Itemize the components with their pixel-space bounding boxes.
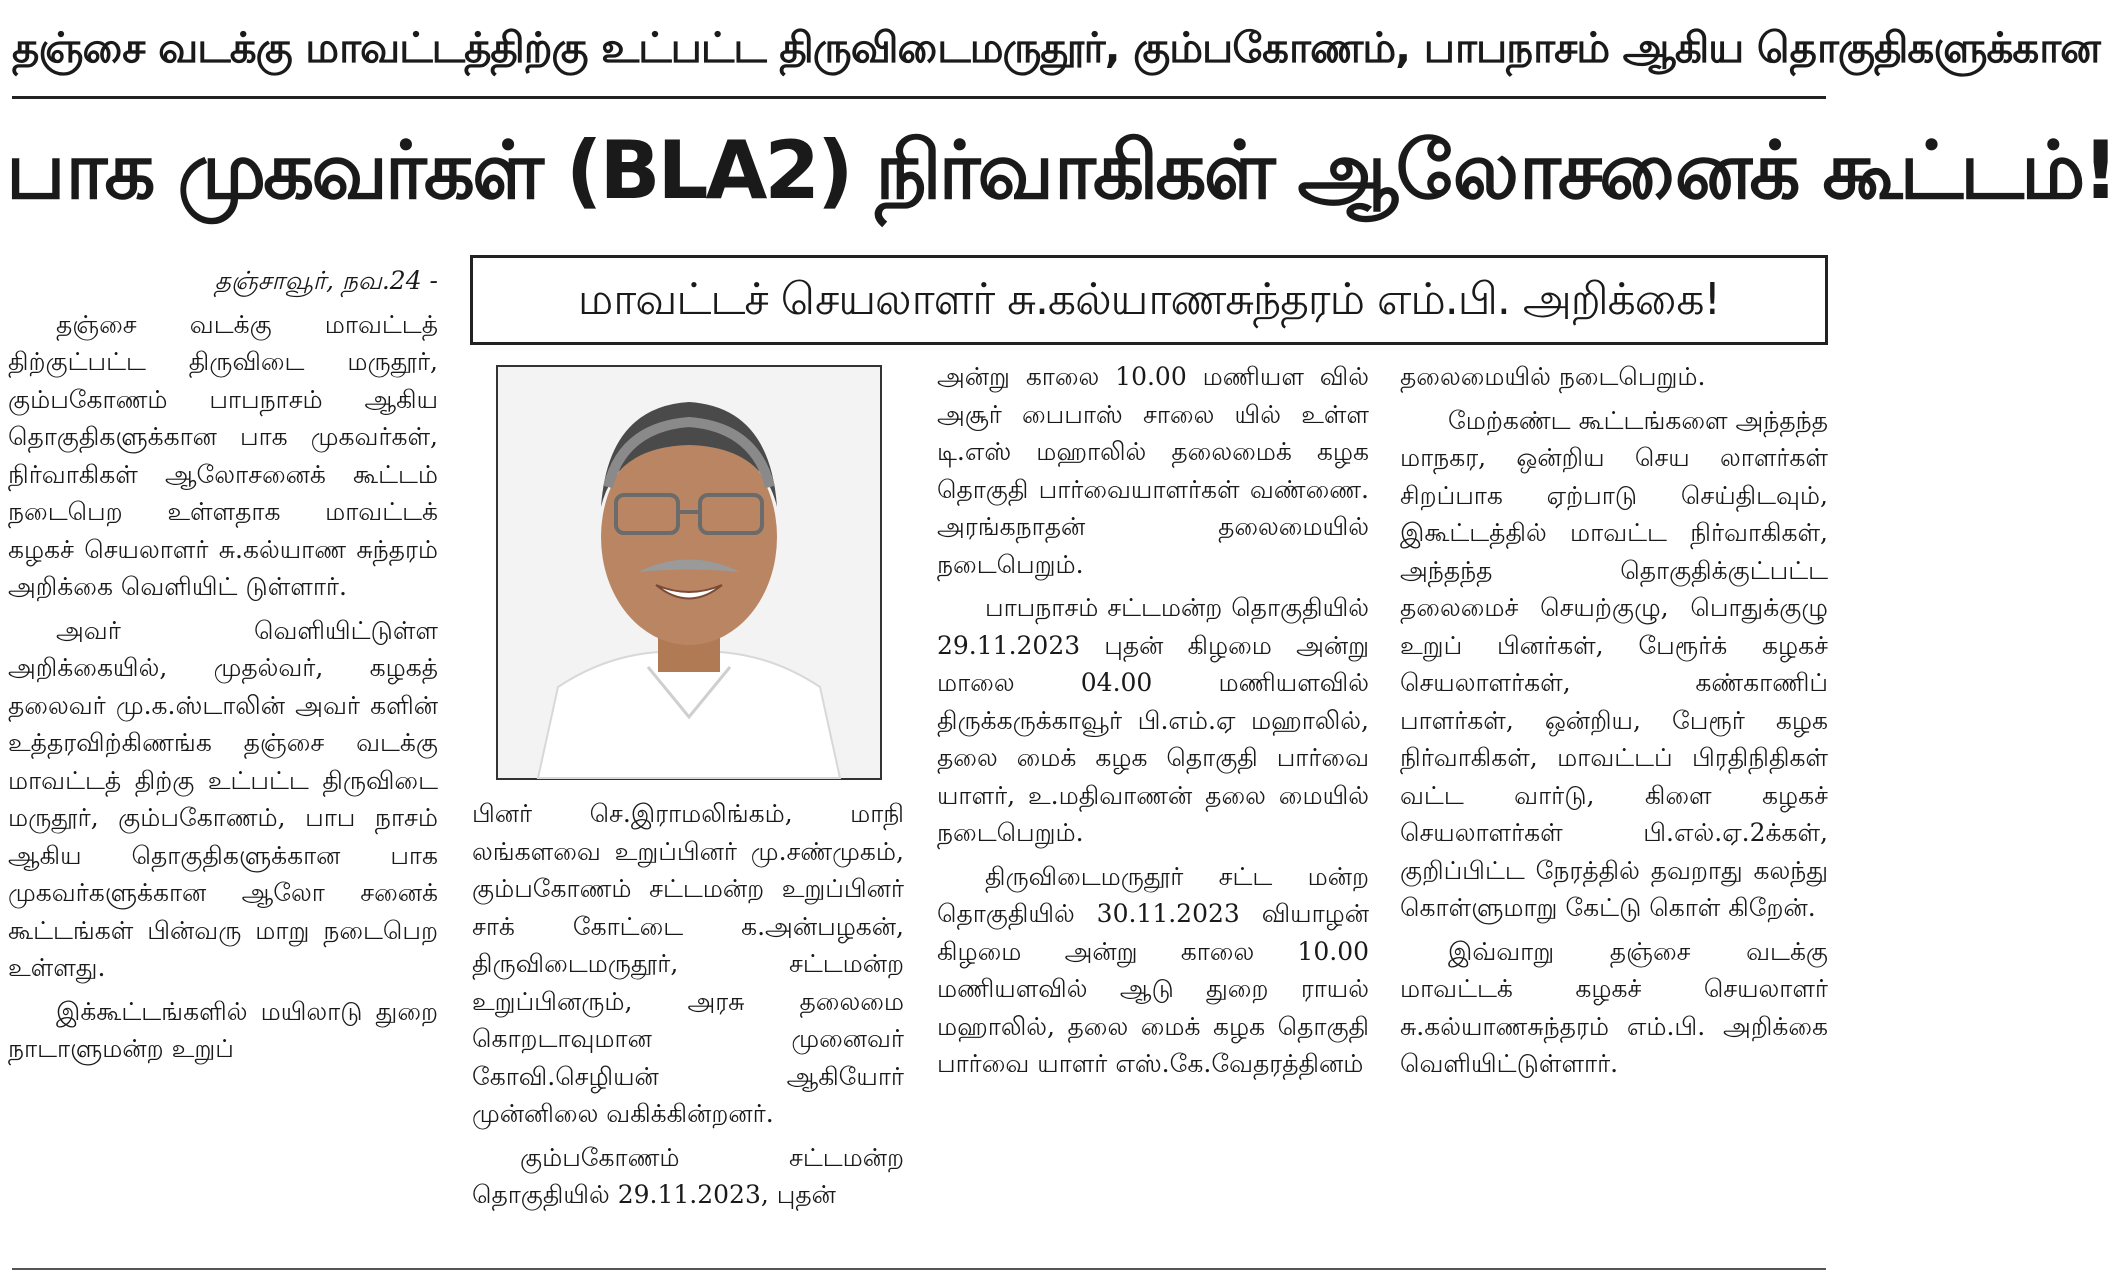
top-divider — [12, 96, 1826, 99]
paragraph: திருவிடைமருதூர் சட்ட மன்ற தொகுதியில் 30.11.2023 வியாழன் கிழமை அன்று காலை 10.00 மணியளவில் ஆடு துறை ராயல் மஹாலில், தலை மைக் கழக தொகுதி பார்வை யாளர் எஸ்.கே.வேதரத்தினம் — [937, 861, 1369, 1078]
dateline: தஞ்சாவூர், நவ.24 - — [214, 266, 438, 295]
portrait-illustration — [498, 367, 880, 778]
paragraph: மேற்கண்ட கூட்டங்களை அந்தந்த மாநகர, ஒன்றிய செய லாளர்கள் சிறப்பாக ஏற்பாடு செய்திடவும், இகூட்டத்தில் மாவட்ட நிர்வாகிகள், அந்தந்த தொகுதிக்குட்பட்ட தலைமைச் செயற்குழு, பொதுக்குழு உறுப் பினர்கள், பேரூர்க் கழகச் செயலாளர்கள், கண்காணிப் பாளர்கள், ஒன்றிய, பேரூர் கழக நிர்வாகிகள், மாவட்டப் பிரதிநிதிகள் வட்ட வார்டு, கிளை கழகச் செயலாளர்கள் பி.எல்.ஏ.2க்கள், குறிப்பிட்ட நேரத்தில் தவறாது கலந்து கொள்ளுமாறு கேட்டு கொள் கிறேன். — [1400, 405, 1828, 922]
subtitle-box — [470, 255, 1828, 345]
paragraph: தலைமையில் நடைபெறும். — [1400, 362, 1706, 391]
article-column-3 — [937, 358, 1369, 1083]
paragraph: இக்கூட்டங்களில் மயிலாடு துறை நாடாளுமன்ற உறுப் — [8, 996, 438, 1063]
paragraph: அன்று காலை 10.00 மணியள வில் அசூர் பைபாஸ் சாலை யில் உள்ள டி.எஸ் மஹாலில் தலைமைக் கழக தொகுதி பார்வையாளர்கள் வண்ணை. அரங்கநாதன் தலைமையில் நடைபெறும். — [937, 362, 1369, 579]
article-column-4 — [1400, 358, 1828, 1083]
subtitle: மாவட்டச் செயலாளர் சு.கல்யாணசுந்தரம் எம்.பி. அறிக்கை! — [577, 274, 1721, 325]
paragraph: பாபநாசம் சட்டமன்ற தொகுதியில் 29.11.2023 புதன் கிழமை அன்று மாலை 04.00 மணியளவில் திருக்கருக்காவூர் பி.எம்.ஏ மஹாலில், தலை மைக் கழக தொகுதி பார்வை யாளர், உ.மதிவாணன் தலை மையில் நடைபெறும். — [937, 593, 1369, 847]
bottom-divider — [12, 1268, 1826, 1270]
main-headline: பாக முகவர்கள் (BLA2) நிர்வாகிகள் ஆலோசனைக் கூட்டம்! — [6, 124, 2116, 217]
paragraph: தஞ்சை வடக்கு மாவட்டத் திற்குட்பட்ட திருவிடை மருதூர், கும்பகோணம் பாபநாசம் ஆகிய தொகுதிகளுக்கான பாக முகவர்கள், நிர்வாகிகள் ஆலோசனைக் கூட்டம் நடைபெற உள்ளதாக மாவட்டக் கழகச் செயலாளர் சு.கல்யாண சுந்தரம் அறிக்கை வெளியிட் டுள்ளார். — [8, 309, 438, 601]
article-column-2 — [472, 795, 904, 1214]
paragraph: கும்பகோணம் சட்டமன்ற தொகுதியில் 29.11.2023, புதன் — [472, 1142, 904, 1209]
portrait-photo — [496, 365, 882, 780]
paragraph: அவர் வெளியிட்டுள்ள அறிக்கையில், முதல்வர், கழகத் தலைவர் மு.க.ஸ்டாலின் அவர் களின் உத்தரவிற்கிணங்க தஞ்சை வடக்கு மாவட்டத் திற்கு உட்பட்ட திருவிடை மருதூர், கும்பகோணம், பாப நாசம் ஆகிய தொகுதிகளுக்கான பாக முகவர்களுக்கான ஆலோ சனைக் கூட்டங்கள் பின்வரு மாறு நடைபெற உள்ளது. — [8, 615, 438, 982]
paragraph: இவ்வாறு தஞ்சை வடக்கு மாவட்டக் கழகச் செயலாளர் சு.கல்யாணசுந்தரம் எம்.பி. அறிக்கை வெளியிட்டுள்ளார். — [1400, 936, 1828, 1078]
kicker-headline: தஞ்சை வடக்கு மாவட்டத்திற்கு உட்பட்ட திருவிடைமருதூர், கும்பகோணம், பாபநாசம் ஆகிய தொகுதிகளுக்கான — [12, 23, 2100, 72]
article-column-1 — [8, 262, 438, 1068]
paragraph: பினர் செ.இராமலிங்கம், மாநி லங்களவை உறுப்பினர் மு.சண்முகம், கும்பகோணம் சட்டமன்ற உறுப்பினர் சாக் கோட்டை க.அன்பழகன், திருவிடைமருதூர், சட்டமன்ற உறுப்பினரும், அரசு தலைமை கொறடாவுமான முனைவர் கோவி.செழியன் ஆகியோர் முன்னிலை வகிக்கின்றனர். — [472, 799, 904, 1128]
